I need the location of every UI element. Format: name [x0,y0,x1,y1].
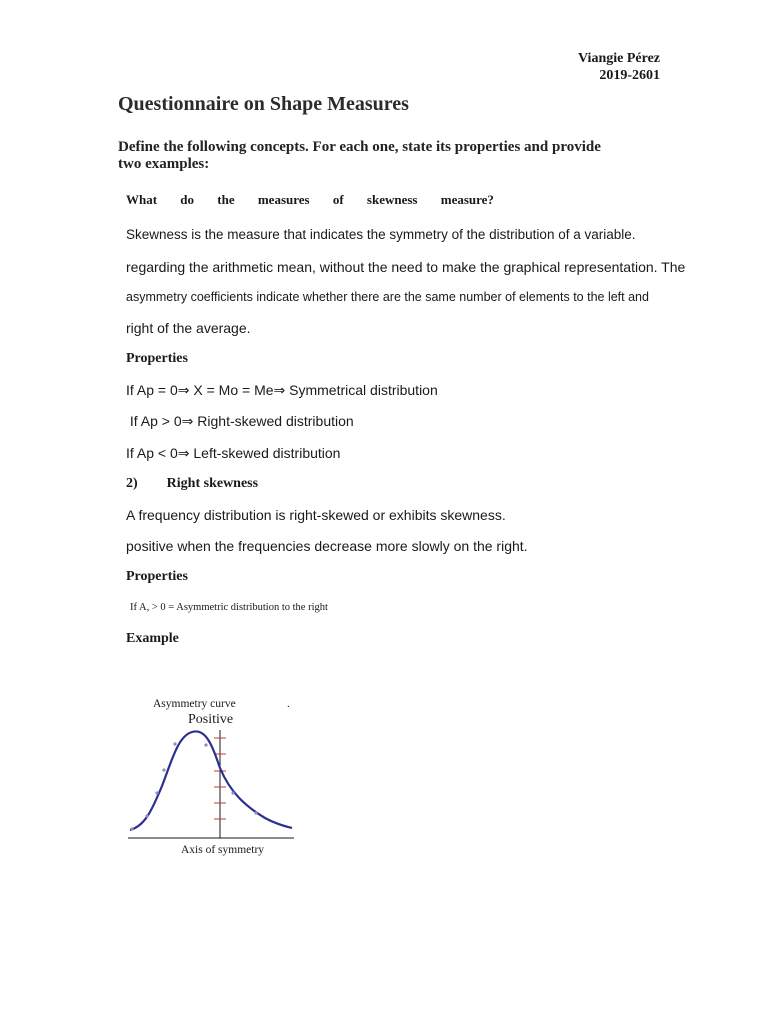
figure-positive-label: Positive [188,712,234,727]
section-2-properties-heading: Properties [126,569,188,584]
asymmetry-figure [120,690,310,865]
instructions [118,139,601,173]
instructions-line-2: two examples: [118,156,210,172]
figure-caption: Asymmetry curve [153,698,236,710]
author-name: Viangie Pérez [577,51,660,66]
property-right-skewed: If Ap > 0⇒ Right-skewed distribution [126,413,354,429]
curve-marker [173,742,176,745]
property-symmetric: If Ap = 0⇒ X = Mo = Me⇒ Symmetrical distribution [126,382,438,398]
page-title: Questionnaire on Shape Measures [118,93,409,115]
section-2-title: Right skewness [166,476,259,491]
definition-line-4: right of the average. [126,320,251,336]
section-2-property: If A, > 0 = Asymmetric distribution to the right [130,602,328,613]
question-word: What [126,192,158,207]
section-2-number: 2) [126,476,138,491]
question-word: skewness [366,192,418,207]
curve-marker [254,811,257,814]
axis-of-symmetry-label: Axis of symmetry [181,844,265,856]
curve-marker [231,791,234,794]
curve-marker [155,791,158,794]
section-2-line-2: positive when the frequencies decrease more slowly on the right. [126,538,528,554]
instructions-line-1: Define the following concepts. For each one, state its properties and provide [118,139,601,155]
curve-marker [162,768,165,771]
property-left-skewed: If Ap < 0⇒ Left-skewed distribution [126,445,341,461]
figure-dot: . [287,698,290,710]
question-word: the [217,192,235,207]
question-word: measure? [440,192,494,207]
question-word: do [180,192,195,207]
curve-marker [145,814,148,817]
curve-marker [204,743,207,746]
question-word: of [332,192,344,207]
question-word: measures [257,192,310,207]
question-heading [126,192,494,208]
skewed-curve [130,731,292,830]
curve-markers [130,742,257,830]
student-id: 2019-2601 [599,68,660,83]
section-2-line-1: A frequency distribution is right-skewed or exhibits skewness. [126,507,506,523]
definition-line-1: Skewness is the measure that indicates the symmetry of the distribution of a variable. [126,227,636,242]
author-block [578,50,660,84]
section-2-heading [126,476,258,492]
example-heading: Example [126,631,179,646]
definition-line-2: regarding the arithmetic mean, without the need to make the graphical representation. The [126,259,686,275]
properties-heading: Properties [126,351,188,366]
curve-marker [130,827,133,830]
definition-line-3: asymmetry coefficients indicate whether there are the same number of elements to the left and [126,290,649,304]
